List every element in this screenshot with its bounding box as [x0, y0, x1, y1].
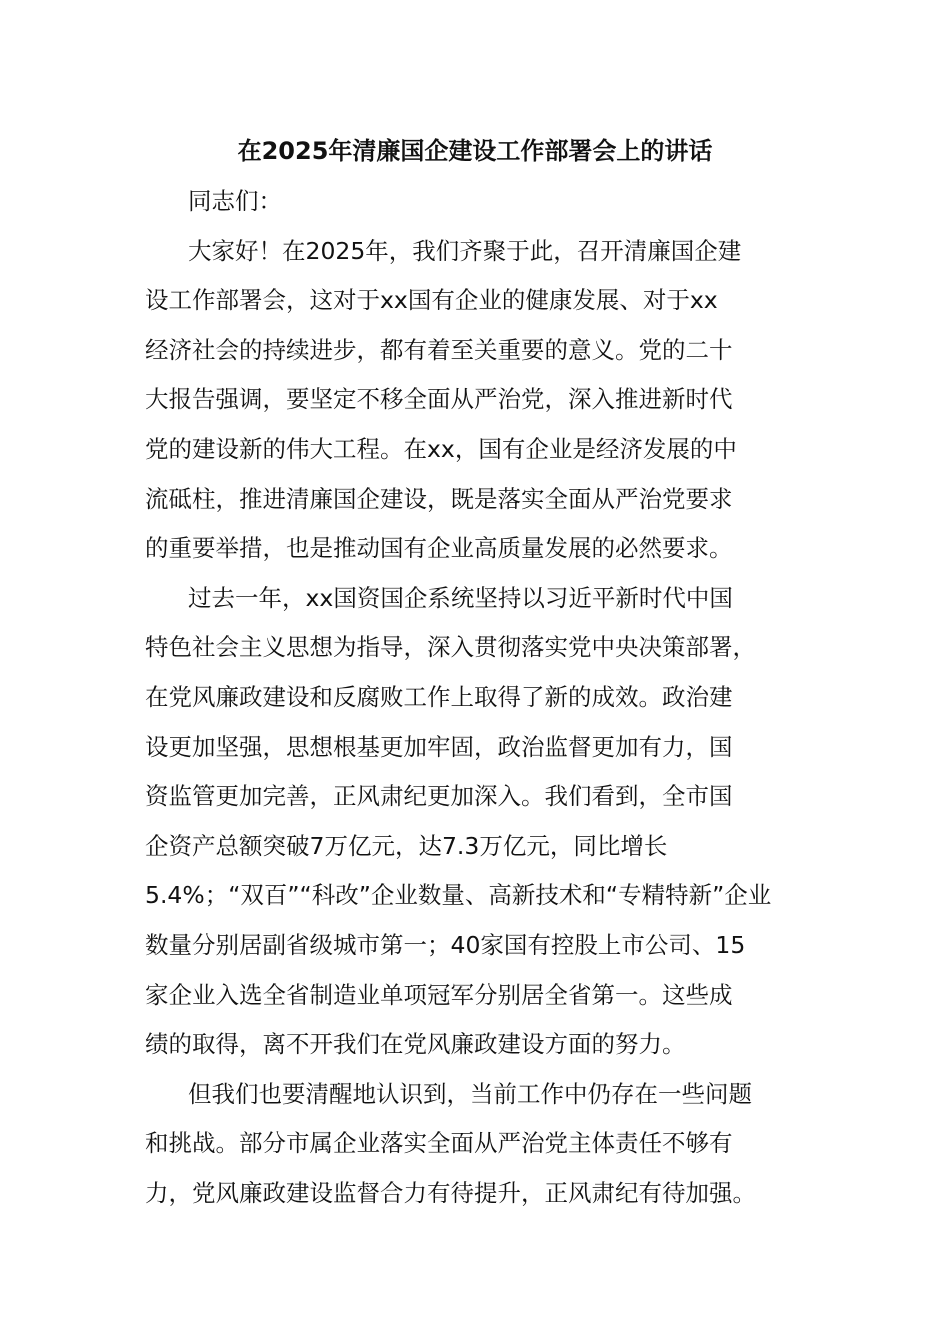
body-line: 经济社会的持续进步，都有着至关重要的意义。党的二十: [145, 335, 733, 364]
body-line: 但我们也要清醒地认识到，当前工作中仍存在一些问题: [188, 1079, 752, 1108]
body-line: 的重要举措，也是推动国有企业高质量发展的必然要求。: [145, 534, 733, 563]
body-line: 家企业入选全省制造业单项冠军分别居全省第一。这些成: [145, 980, 733, 1009]
body-line: 设更加坚强，思想根基更加牢固，政治监督更加有力，国: [145, 732, 733, 761]
body-line: 数量分别居副省级城市第一；40家国有控股上市公司、15: [145, 930, 746, 959]
body-line: 5.4%；“双百”“科改”企业数量、高新技术和“专精特新”企业: [145, 881, 772, 910]
body-line: 大报告强调，要坚定不移全面从严治党，深入推进新时代: [145, 385, 733, 414]
salutation: 同志们：: [188, 187, 282, 215]
body-line: 资监管更加完善，正风肃纪更加深入。我们看到，全市国: [145, 782, 733, 811]
body-lines: [145, 227, 805, 1219]
body-line: 力，党风廉政建设监督合力有待提升，正风肃纪有待加强。: [145, 1178, 756, 1207]
body-line: 过去一年，xx国资国企系统坚持以习近平新时代中国: [188, 583, 733, 612]
body-line: 和挑战。部分市属企业落实全面从严治党主体责任不够有: [145, 1129, 733, 1158]
document-title: 在2025年清廉国企建设工作部署会上的讲话: [237, 137, 713, 165]
body-line: 在党风廉政建设和反腐败工作上取得了新的成效。政治建: [145, 682, 733, 711]
body-line: 流砥柱，推进清廉国企建设，既是落实全面从严治党要求: [145, 484, 733, 513]
body-line: 绩的取得，离不开我们在党风廉政建设方面的努力。: [145, 1030, 686, 1059]
body-line: 党的建设新的伟大工程。在xx，国有企业是经济发展的中: [145, 434, 737, 463]
body-line: 企资产总额突破7万亿元，达7.3万亿元，同比增长: [145, 831, 668, 860]
body-line: 设工作部署会，这对于xx国有企业的健康发展、对于xx: [145, 286, 718, 315]
body-line: 特色社会主义思想为指导，深入贯彻落实党中央决策部署，: [145, 633, 756, 662]
document-body: [145, 177, 805, 1218]
body-line: 大家好！在2025年，我们齐聚于此，召开清廉国企建: [188, 236, 742, 265]
